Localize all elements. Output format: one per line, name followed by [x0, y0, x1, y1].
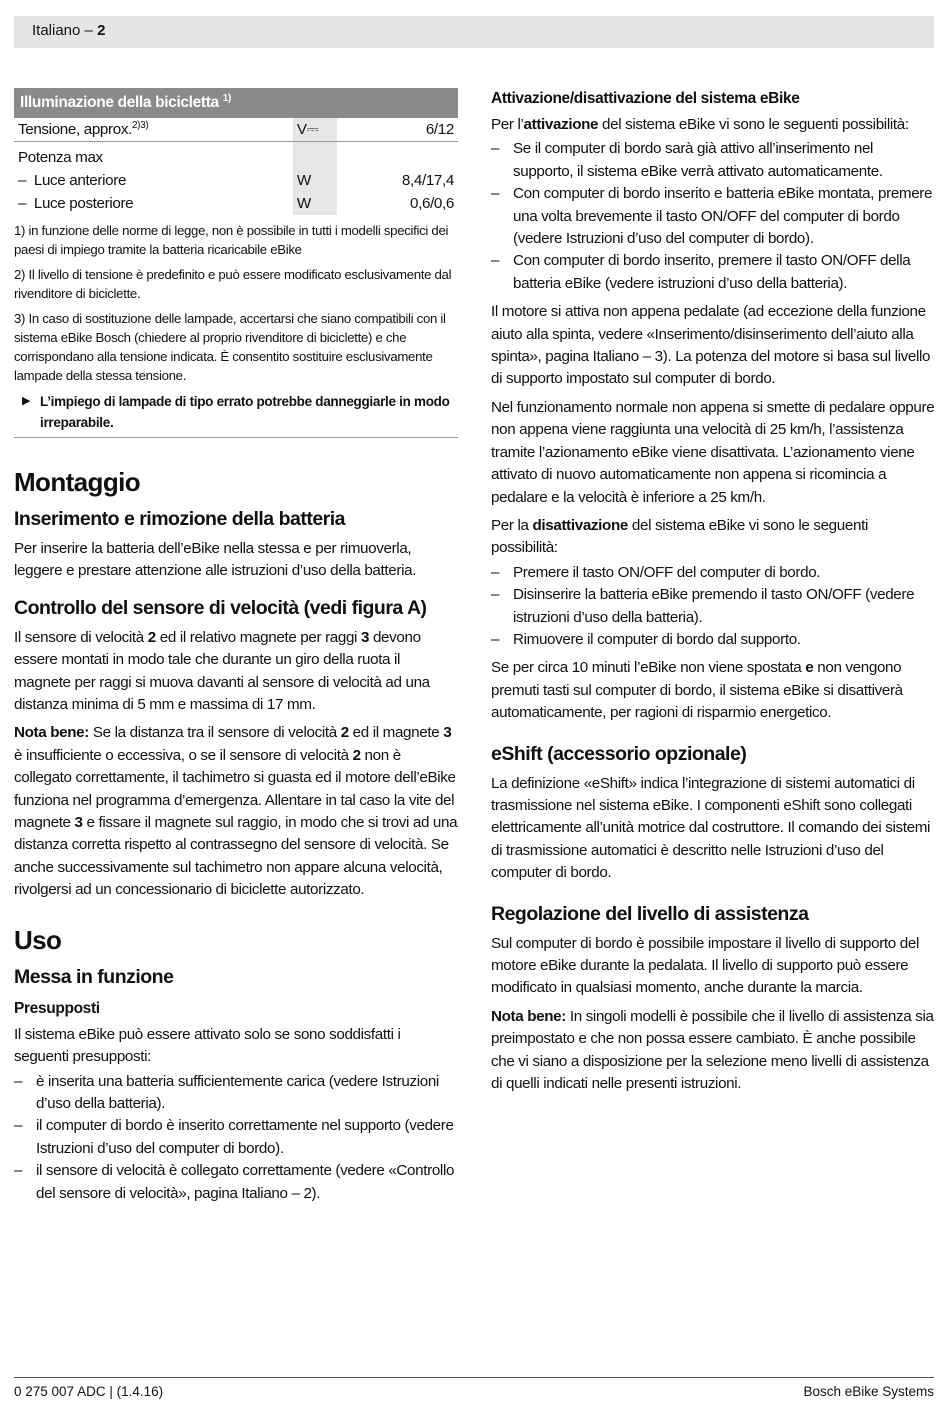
footnotes	[14, 221, 458, 385]
text-run: In singoli modelli è possibile che il livello di assistenza sia preimpostato e che non possa essere cambiato. È anche possibile che vi siano a disposizione per la selezione meno livelli di assistenza di quelli indicati nelle presenti istruzioni.	[491, 1007, 934, 1093]
heading-batteria: Inserimento e rimozione della batteria	[14, 508, 346, 530]
heading-eshift: eShift (accessorio opzionale)	[491, 742, 747, 765]
ref-number: 2	[340, 724, 349, 742]
list-item: – Con computer di bordo inserito, premere il tasto ON/OFF della batteria eBike (vedere istruzioni d’uso della batteria).	[491, 250, 935, 295]
paragraph-spegnimento-auto	[491, 657, 935, 724]
paragraph-motore: Il motore si attiva non appena pedalate (ad eccezione della funzione aiuto alla spinta, vedere «Inserimento/disinserimento dell’aiuto alla spinta», pagina Italiano – 3). La potenza del motore si basa sul livello di supporto impostato sul computer di bordo.	[491, 303, 931, 388]
spec-table-title	[14, 88, 458, 118]
paragraph-eshift: La definizione «eShift» indica l’integrazione di sistemi automatici di trasmissione nel sistema eBike. I componenti eShift sono collegati elettricamente all’unità motrice dal costruttore. Il comando dei sistemi di trasmissione automatici è descritto nelle Istruzioni d’uso del computer di bordo.	[491, 774, 931, 882]
ref-number: 3	[443, 724, 452, 742]
heading-sensore: Controllo del sensore di velocità (vedi figura A)	[14, 596, 427, 619]
warning-text: L’impiego di lampade di tipo errato potrebbe danneggiarle in modo irreparabile.	[40, 394, 450, 430]
footer-doc-id: 0 275 007 ADC | (1.4.16)	[14, 1384, 164, 1399]
front-light-value: 8,4/17,4	[401, 172, 454, 189]
paragraph-presupposti: Il sistema eBike può essere attivato solo se sono soddisfatti i seguenti presupposti:	[14, 1025, 401, 1066]
rear-light-value: 0,6/0,6	[410, 195, 454, 212]
attivazione-list	[491, 138, 935, 295]
front-light-label: – Luce anteriore	[18, 172, 127, 189]
list-item: – il sensore di velocità è collegato correttamente (vedere «Controllo del sensore di velocità», pagina Italiano – 2).	[14, 1160, 458, 1205]
ref-number: 2	[147, 628, 156, 646]
list-item: – Disinserire la batteria eBike premendo il tasto ON/OFF (vedere istruzioni d’uso della batteria).	[491, 584, 935, 629]
spec-title-sup: 1)	[222, 93, 231, 105]
front-light-text: Luce anteriore	[33, 172, 127, 189]
footnote-3: 3) In caso di sostituzione delle lampade, accertarsi che siano compatibili con il sistema eBike Bosch (chiedere al proprio rivenditore di biciclette) e che corrispondano alla tensione indicata. È consentito sostituire esclusivamente lampade della stessa tensione.	[14, 311, 446, 383]
spec-title-text: Illuminazione della bicicletta	[20, 94, 219, 112]
list-item: – Con computer di bordo inserito e batteria eBike montata, premere una volta brevemente il tasto ON/OFF del computer di bordo (vedere Istruzioni d’uso del computer di bordo).	[491, 183, 935, 250]
text-run: è insufficiente o eccessiva, o se il sensore di velocità	[14, 746, 353, 764]
bold-term: disattivazione	[532, 516, 628, 534]
power-unit-cell	[293, 142, 337, 170]
nota-bene-label: Nota bene:	[491, 1007, 566, 1025]
text-run: del sistema eBike vi sono le seguenti possibilità:	[598, 116, 909, 133]
paragraph-batteria: Per inserire la batteria dell’eBike nella stessa e per rimuoverla, leggere e prestare attenzione alle istruzioni d’uso della batteria.	[14, 540, 417, 580]
nota-bene-label: Nota bene:	[14, 724, 89, 742]
list-item: – è inserita una batteria sufficientemente carica (vedere Istruzioni d’uso della batteria).	[14, 1071, 458, 1116]
heading-attivazione: Attivazione/disattivazione del sistema eBike	[491, 90, 800, 107]
list-item: – Premere il tasto ON/OFF del computer di bordo.	[491, 562, 935, 584]
header-page-number: 2	[97, 22, 106, 39]
list-item: – Rimuovere il computer di bordo dal supporto.	[491, 629, 935, 651]
page-footer	[14, 1377, 934, 1399]
text-run: non è collegato correttamente, il tachimetro si guasta ed il motore dell’eBike funziona nel programma d’emergenza. Allentare in tal caso la vite del magnete	[14, 746, 456, 832]
tension-value: 6/12	[337, 118, 458, 142]
ref-number: 3	[74, 814, 83, 832]
power-label: Potenza max	[18, 149, 103, 166]
paragraph-regolazione: Sul computer di bordo è possibile impostare il livello di supporto del motore eBike durante la pedalata. Il livello di supporto può essere modificato in qualsiasi momento, anche durante la marcia.	[491, 934, 919, 997]
tension-unit: V⎓	[293, 118, 337, 142]
heading-uso: Uso	[14, 924, 62, 955]
paragraph-funzionamento-normale: Nel funzionamento normale non appena si smette di pedalare oppure non appena viene raggiunta una velocità di 25 km/h, l’assistenza tramite l’azionamento eBike viene disattivata. L’azionamento viene attivato di nuovo automaticamente non appena si ricomincia a pedalare e la velocità è inferiore a 25 km/h.	[491, 398, 935, 506]
rear-light-unit: W	[293, 192, 337, 215]
text-run: devono essere montati in modo tale che durante un giro della ruota il magnete per raggi si muova davanti al sensore di velocità ad una distanza minima di 5 mm e massima di 17 mm.	[14, 628, 430, 714]
text-run: Se la distanza tra il sensore di velocità	[88, 724, 341, 742]
footer-company: Bosch eBike Systems	[803, 1384, 934, 1399]
text-run: non vengono premuti tasti sul computer di bordo, il sistema eBike si disattiverà automaticamente, per ragioni di risparmio energetico.	[491, 659, 903, 722]
triangle-bullet-icon: ▶	[22, 395, 31, 407]
text-run: Se per circa 10 minuti l’eBike non viene spostata	[491, 659, 806, 677]
ref-number: 3	[360, 628, 370, 646]
rear-light-text: Luce posteriore	[33, 195, 134, 212]
ref-number: 2	[352, 746, 361, 764]
bold-term: attivazione	[523, 116, 599, 133]
heading-presupposti: Presupposti	[14, 999, 100, 1017]
heading-montaggio: Montaggio	[14, 467, 141, 497]
paragraph-attivazione-intro	[491, 114, 935, 136]
text-run: Per l’	[491, 116, 524, 133]
page-header	[14, 16, 934, 48]
footnote-2: 2) Il livello di tensione è predefinito e può essere modificato esclusivamente dal rivenditore di biciclette.	[14, 267, 452, 301]
left-column	[14, 88, 458, 1211]
text-run: ed il magnete	[348, 724, 444, 742]
disattivazione-list	[491, 562, 935, 652]
front-light-unit: W	[293, 169, 337, 192]
footnote-1: 1) in funzione delle norme di legge, non è possibile in tutti i modelli specifici dei paesi di impiego tramite la batteria ricaricabile eBike	[14, 223, 449, 257]
warning-note	[14, 391, 458, 438]
paragraph-disattivazione-intro	[491, 515, 935, 560]
header-separator: –	[80, 22, 98, 39]
bold-term: e	[805, 659, 814, 677]
list-item: – Se il computer di bordo sarà già attivo all’inserimento nel supporto, il sistema eBike verrà attivato automaticamente.	[491, 138, 935, 183]
tension-sup: 2)3)	[131, 120, 149, 132]
heading-regolazione: Regolazione del livello di assistenza	[491, 902, 809, 925]
presupposti-list	[14, 1071, 458, 1205]
tension-label-text: Tensione, approx.	[18, 121, 132, 139]
spec-table	[14, 88, 458, 215]
text-run: e fissare il magnete sul raggio, in modo che si trovi ad una distanza corretta rispetto al contrassegno del sensore di velocità. Se anche successivamente sul tachimetro non appare alcuna velocità, rivolgersi ad un concessionario di biciclette autorizzato.	[14, 814, 458, 899]
rear-light-label: – Luce posteriore	[18, 195, 134, 212]
list-item: – il computer di bordo è inserito correttamente nel supporto (vedere Istruzioni d’uso del computer di bordo).	[14, 1115, 458, 1160]
header-language: Italiano	[32, 22, 81, 39]
header-text	[32, 22, 105, 39]
heading-messa-in-funzione: Messa in funzione	[14, 965, 174, 988]
tension-label	[14, 118, 293, 142]
text-run: Per la	[491, 516, 533, 534]
text-run: ed il relativo magnete per raggi	[155, 628, 361, 646]
paragraph-nota-bene	[14, 722, 458, 901]
right-column	[491, 88, 935, 1101]
text-run: del sistema eBike vi sono le seguenti possibilità:	[491, 516, 868, 557]
paragraph-nota-bene-2	[491, 1006, 935, 1096]
paragraph-sensore	[14, 627, 458, 717]
text-run: Il sensore di velocità	[14, 628, 148, 646]
power-value-cell	[337, 142, 458, 170]
